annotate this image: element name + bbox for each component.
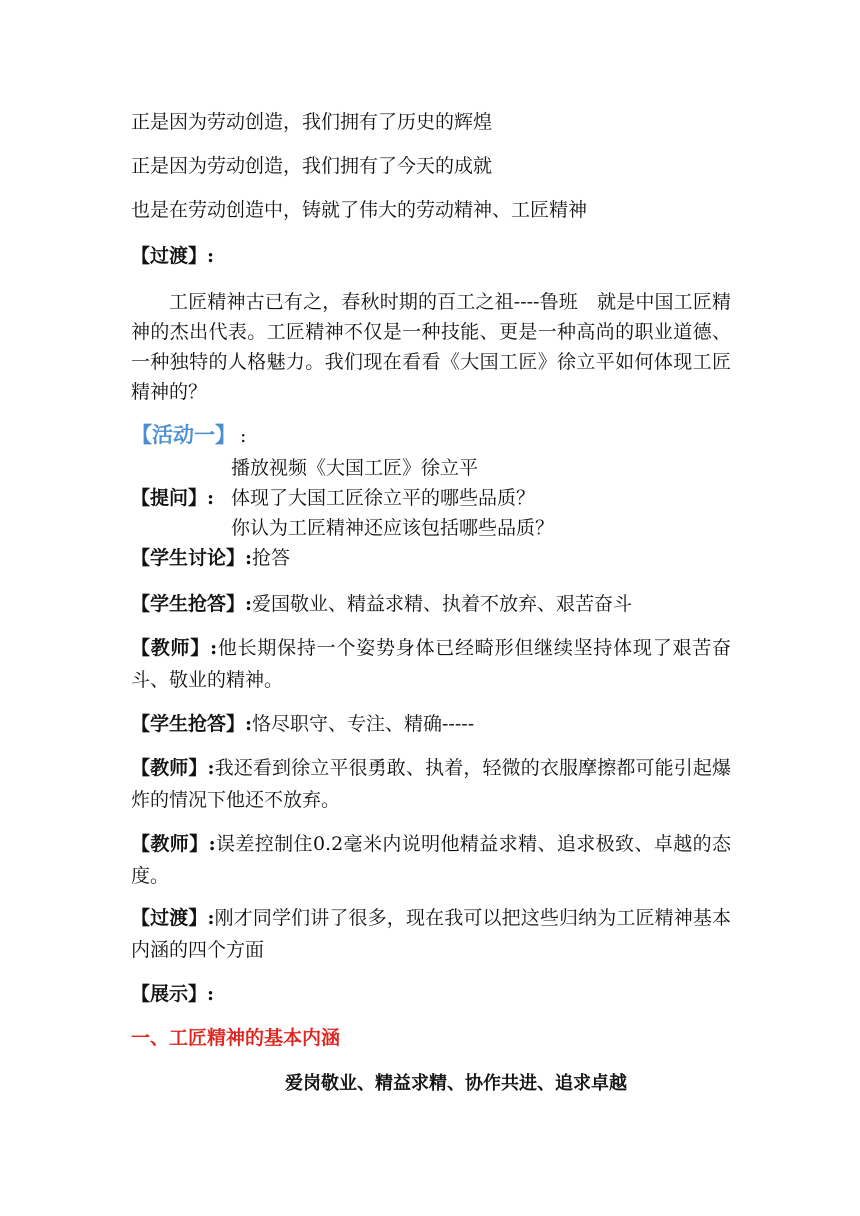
question-line-1	[131, 482, 731, 514]
answer-label-2: 【学生抢答】:	[131, 713, 253, 735]
answer-label-1: 【学生抢答】:	[131, 593, 253, 615]
transition-text-2: 刚才同学们讲了很多，现在我可以把这些归纳为工匠精神基本内涵的四个方面	[131, 907, 731, 961]
transition-label: 【过渡】:	[131, 245, 215, 267]
question-1: 体现了大国工匠徐立平的哪些品质？	[231, 487, 536, 509]
teacher-label-3: 【教师】:	[131, 833, 216, 855]
teacher-paragraph-1	[131, 632, 731, 696]
answer-text-2: 恪尽职守、专注、精确-----	[252, 713, 475, 735]
teacher-text-3: 误差控制住0.2毫米内说明他精益求精、追求极致、卓越的态度。	[131, 833, 732, 887]
show-label: 【展示】:	[131, 983, 215, 1005]
teacher-label-2: 【教师】:	[131, 757, 215, 779]
section-heading: 一、工匠精神的基本内涵	[131, 1027, 341, 1049]
line-history: 正是因为劳动创造，我们拥有了历史的辉煌	[131, 111, 493, 133]
question-label: 【提问】:	[131, 487, 215, 509]
discuss-label: 【学生讨论】:	[131, 547, 253, 569]
discuss-line	[131, 542, 731, 574]
summary-line: 爱岗敬业、精益求精、协作共进、追求卓越	[285, 1073, 627, 1094]
transition-label-2: 【过渡】:	[131, 907, 215, 929]
activity-suffix: :	[240, 425, 247, 447]
transition-paragraph-2	[131, 902, 731, 966]
discuss-text: 抢答	[252, 547, 291, 569]
teacher-text-1: 他长期保持一个姿势身体已经畸形但继续坚持体现了艰苦奋斗、敬业的精神。	[131, 637, 731, 691]
teacher-paragraph-2	[131, 752, 731, 816]
transition-paragraph: 工匠精神古已有之，春秋时期的百工之祖----鲁班 就是中国工匠精神的杰出代表。工匠精神不仅是一种技能、更是一种高尚的职业道德、一种独特的人格魅力。我们现在看看《大国工匠》徐立平如何体现工匠精神的？	[131, 291, 731, 403]
answer-text-1: 爱国敬业、精益求精、执着不放弃、艰苦奋斗	[252, 593, 633, 615]
line-spirit: 也是在劳动创造中，铸就了伟大的劳动精神、工匠精神	[131, 199, 588, 221]
teacher-text-2: 我还看到徐立平很勇敢、执着，轻微的衣服摩擦都可能引起爆炸的情况下他还不放弃。	[131, 757, 731, 811]
activity-heading	[131, 419, 731, 452]
teacher-label-1: 【教师】:	[131, 637, 218, 659]
video-line: 播放视频《大国工匠》徐立平	[231, 457, 479, 479]
answer-line-2	[131, 708, 731, 740]
question-2: 你认为工匠精神还应该包括哪些品质？	[231, 517, 555, 539]
teacher-paragraph-3	[131, 828, 731, 892]
activity-label: 【活动一】	[131, 422, 236, 447]
line-today: 正是因为劳动创造，我们拥有了今天的成就	[131, 155, 493, 177]
answer-line-1	[131, 588, 731, 620]
